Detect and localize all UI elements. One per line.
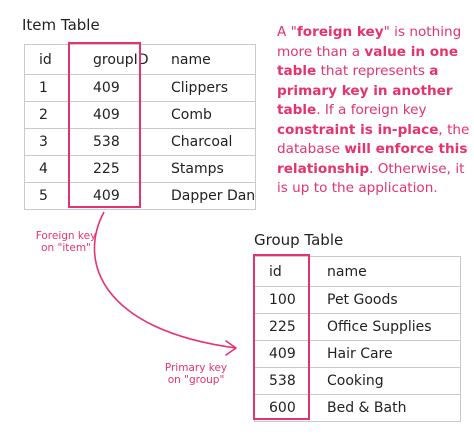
cell-groupid: 225: [79, 156, 157, 183]
cell-id: 225: [255, 314, 314, 341]
foreign-key-label-line1: Foreign key: [35, 230, 97, 242]
cell-groupid: 538: [79, 129, 157, 156]
cell-name: Pet Goods: [313, 287, 461, 314]
note-emphasis: constraint is in-place: [277, 121, 439, 138]
primary-key-column-highlight: [253, 254, 310, 420]
note-text: is up to the application.: [277, 180, 438, 196]
foreign-key-label-line2: on "item": [41, 242, 91, 254]
cell-name: Clippers: [157, 75, 256, 102]
cell-id: 409: [255, 341, 314, 368]
cell-id: 1: [25, 75, 80, 102]
note-emphasis: table: [277, 63, 317, 79]
note-emphasis: table: [277, 102, 317, 118]
cell-name: Stamps: [157, 156, 256, 183]
cell-id: 100: [255, 287, 314, 314]
cell-name: Cooking: [313, 368, 461, 395]
column-header-name: name: [313, 257, 461, 287]
note-text: . If a foreign key: [316, 102, 427, 118]
cell-id: 4: [25, 156, 80, 183]
note-emphasis: a: [429, 63, 439, 79]
primary-key-label-line2: on "group": [167, 374, 225, 386]
cell-id: 3: [25, 129, 80, 156]
cell-id: 600: [255, 395, 314, 422]
arrow-curve: [94, 212, 236, 348]
note-emphasis: foreign key: [296, 24, 384, 40]
note-text: . Otherwise, it: [369, 160, 465, 177]
cell-id: 5: [25, 183, 80, 210]
note-text: database: [277, 141, 345, 157]
group-table-title: Group Table: [254, 231, 344, 249]
cell-id: 2: [25, 102, 80, 129]
cell-name: Dapper Dan: [157, 183, 256, 210]
note-text: , the: [438, 121, 470, 138]
note-text: more than a: [277, 43, 365, 60]
cell-name: Comb: [157, 102, 256, 129]
note-text: A ": [277, 24, 297, 40]
column-header-id: id: [255, 257, 314, 287]
cell-groupid: 409: [79, 75, 157, 102]
cell-id: 538: [255, 368, 314, 395]
primary-key-label: [158, 362, 234, 386]
primary-key-label-line1: Primary key: [164, 362, 228, 374]
note-emphasis: will enforce this: [344, 141, 468, 157]
cell-groupid: 409: [79, 183, 157, 210]
note-emphasis: primary key in another: [277, 82, 453, 99]
column-header-id: id: [25, 45, 80, 75]
item-table-title: Item Table: [22, 16, 100, 34]
note-text: " is nothing: [383, 24, 462, 40]
note-text: that represents: [316, 63, 430, 79]
cell-groupid: 409: [79, 102, 157, 129]
column-header-groupid: groupID: [79, 45, 157, 75]
note-emphasis: relationship: [277, 160, 370, 177]
column-header-name: name: [157, 45, 256, 75]
cell-name: Office Supplies: [313, 314, 461, 341]
cell-name: Hair Care: [313, 341, 461, 368]
cell-name: Charcoal: [157, 129, 256, 156]
cell-name: Bed & Bath: [313, 395, 461, 422]
note-emphasis: value in one: [364, 43, 459, 60]
